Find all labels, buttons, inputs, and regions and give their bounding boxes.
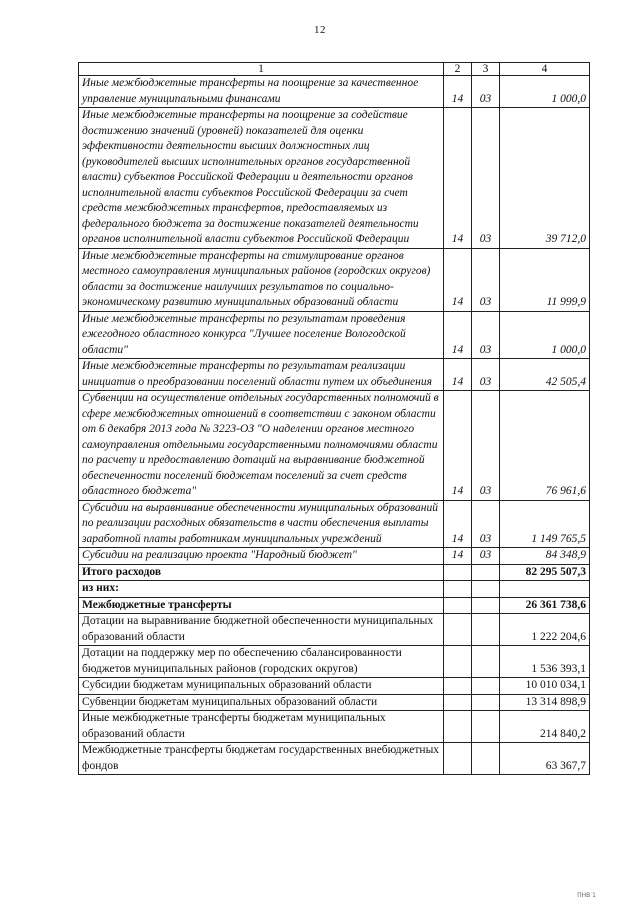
transfers-row [79,597,590,614]
row-name: Субсидии на реализацию проекта "Народный бюджет" [79,548,444,565]
table-row [79,548,590,565]
header-col-4: 4 [500,63,590,76]
header-col-1: 1 [79,63,444,76]
table-row [79,391,590,501]
row-name: Иные межбюджетные трансферты на поощрение за содействие достижению значений (уровней) показателей для оценки эффективности деятельности высших должностных лиц (руководителей высших исполнительных органов государственной власти) субъектов Российской Федерации и деятельности органов исполнительной власти субъектов Российской Федерации за счет средств межбюджетных трансфертов, предоставляемых из федерального бюджета за достижение показателей деятельности органов исполнительной власти субъектов Российской Федерации [79,108,444,249]
transfers-amount: 26 361 738,6 [500,597,590,614]
row-name: Субвенции бюджетам муниципальных образований области [79,694,444,711]
row-subsection-code: 03 [472,391,500,501]
table-row [79,359,590,391]
table-row [79,678,590,695]
row-name: Иные межбюджетные трансферты на стимулирование органов местного самоуправления муниципальных районов (городских округов) области за достижение наилучших результатов по социально-экономическому развитию муниципальных образований области [79,248,444,311]
row-section-code: 14 [444,76,472,108]
table-row [79,614,590,646]
row-amount: 1 000,0 [500,311,590,359]
table-row [79,311,590,359]
total-expenses-label: Итого расходов [79,564,444,581]
row-name: Иные межбюджетные трансферты бюджетам муниципальных образований области [79,711,444,743]
row-amount: 42 505,4 [500,359,590,391]
table-row [79,711,590,743]
row-section-code: 14 [444,311,472,359]
row-name: Дотации на поддержку мер по обеспечению сбалансированности бюджетов муниципальных районов (городских округов) [79,646,444,678]
row-name: Субсидии на выравнивание обеспеченности муниципальных образований по реализации расходных обязательств в части обеспечения выплаты заработной платы работникам муниципальных учреждений [79,500,444,548]
of-which-row [79,581,590,598]
row-subsection-code: 03 [472,548,500,565]
row-subsection-code: 03 [472,248,500,311]
table-row [79,76,590,108]
of-which-label: из них: [79,581,444,598]
table-row [79,248,590,311]
table-row [79,743,590,775]
table-row [79,108,590,249]
row-amount: 1 149 765,5 [500,500,590,548]
row-amount: 13 314 898,9 [500,694,590,711]
total-expenses-row [79,564,590,581]
row-amount: 39 712,0 [500,108,590,249]
table-header-row [79,63,590,76]
row-section-code: 14 [444,108,472,249]
row-name: Субсидии бюджетам муниципальных образований области [79,678,444,695]
row-name: Иные межбюджетные трансферты по результатам реализации инициатив о преобразовании поселений области путем их объединения [79,359,444,391]
row-subsection-code: 03 [472,359,500,391]
row-amount: 76 961,6 [500,391,590,501]
table-row [79,500,590,548]
transfers-label: Межбюджетные трансферты [79,597,444,614]
row-amount: 214 840,2 [500,711,590,743]
row-section-code: 14 [444,248,472,311]
header-col-2: 2 [444,63,472,76]
row-name: Субвенции на осуществление отдельных государственных полномочий в сфере межбюджетных отношений в соответствии с законом области от 6 декабря 2013 года № 3223-ОЗ "О наделении органов местного самоуправления отдельными государственными полномочиями области по расчету и предоставлению дотаций на выравнивание бюджетной обеспеченности поселений бюджетам поселений за счет средств областного бюджета" [79,391,444,501]
budget-table [78,62,590,775]
row-subsection-code: 03 [472,76,500,108]
header-col-3: 3 [472,63,500,76]
row-amount: 84 348,9 [500,548,590,565]
row-section-code: 14 [444,500,472,548]
row-subsection-code: 03 [472,500,500,548]
row-amount: 1 222 204,6 [500,614,590,646]
row-subsection-code: 03 [472,311,500,359]
row-amount: 11 999,9 [500,248,590,311]
row-name: Иные межбюджетные трансферты на поощрение за качественное управление муниципальными финансами [79,76,444,108]
row-name: Межбюджетные трансферты бюджетам государственных внебюджетных фондов [79,743,444,775]
row-amount: 1 000,0 [500,76,590,108]
table-row [79,646,590,678]
corner-mark: ПНВ 1 [577,892,596,899]
row-amount: 63 367,7 [500,743,590,775]
row-amount: 10 010 034,1 [500,678,590,695]
row-section-code: 14 [444,391,472,501]
total-expenses-amount: 82 295 507,3 [500,564,590,581]
row-name: Дотации на выравнивание бюджетной обеспеченности муниципальных образований области [79,614,444,646]
row-section-code: 14 [444,548,472,565]
table-row [79,694,590,711]
row-name: Иные межбюджетные трансферты по результатам проведения ежегодного областного конкурса "Лучшее поселение Вологодской области" [79,311,444,359]
row-section-code: 14 [444,359,472,391]
row-subsection-code: 03 [472,108,500,249]
row-amount: 1 536 393,1 [500,646,590,678]
page-number: 12 [314,24,326,36]
